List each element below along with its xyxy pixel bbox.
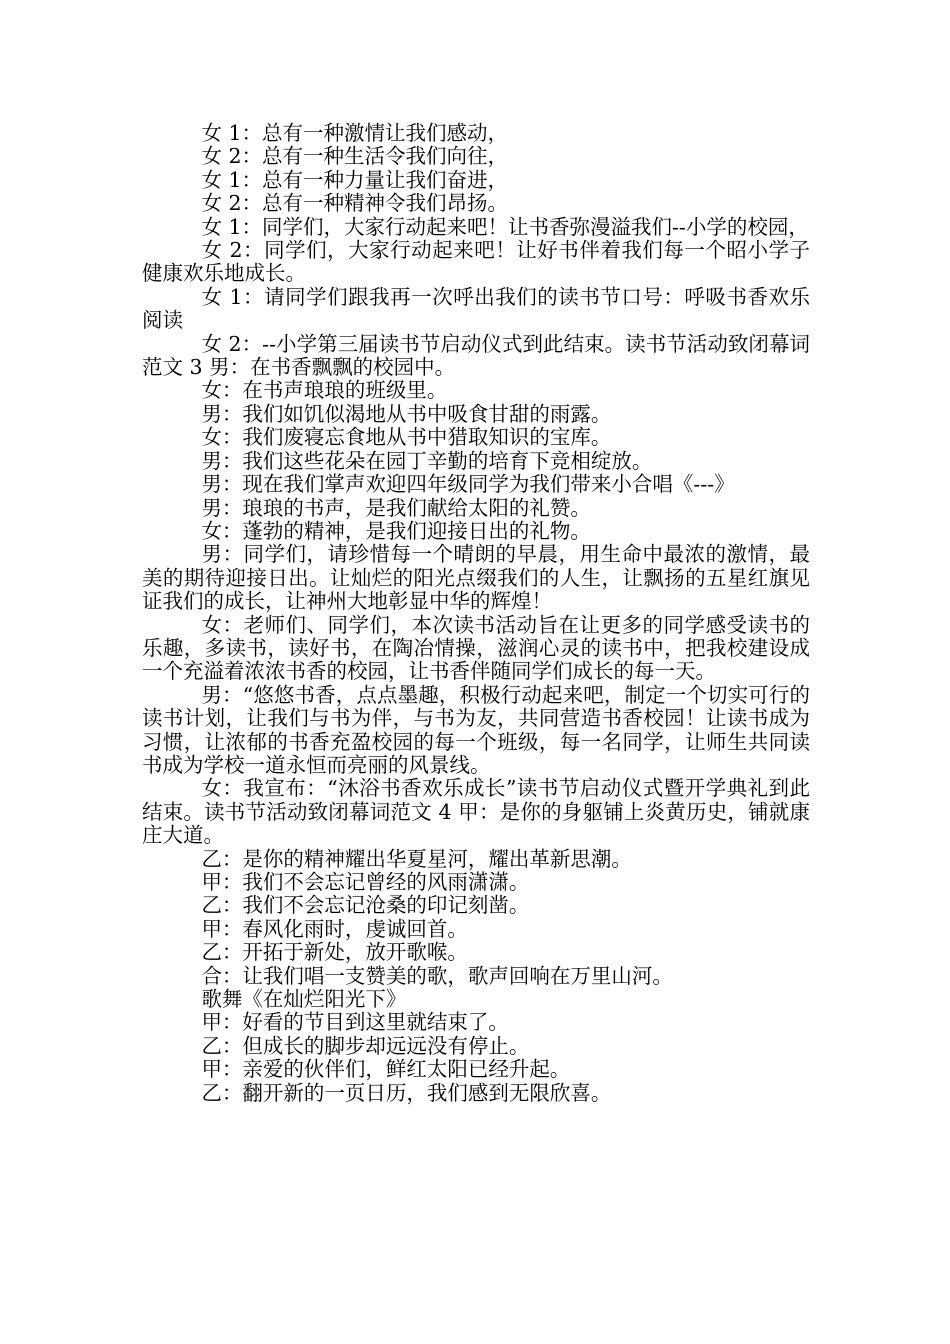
paragraph: 女 1：总有一种力量让我们奋进， (201, 167, 508, 192)
paragraph: 男：“悠悠书香，点点墨趣，积极行动起来吧，制定一个切实可行的读书计划，让我们与书为伴，与书为友，共同营造书香校园！让读书成为习惯，让浓郁的书香充盈校园的每一个班级，每一名同学，让师生共同读书成为学校一道永恒而亮丽的风景线。 (142, 682, 810, 777)
paragraph: 男：现在我们掌声欢迎四年级同学为我们带来小合唱《---》 (201, 472, 735, 497)
paragraph: 女：蓬勃的精神，是我们迎接日出的礼物。 (201, 518, 591, 543)
paragraph: 甲：亲爱的伙伴们，鲜红太阳已经升起。 (201, 1057, 571, 1082)
paragraph: 甲：我们不会忘记曾经的风雨潇潇。 (201, 870, 530, 894)
paragraph: 乙：翻开新的一页日历，我们感到无限欣喜。 (201, 1080, 612, 1105)
document-body (142, 122, 810, 1105)
paragraph: 甲：好看的节目到这里就结束了。 (201, 1010, 509, 1035)
paragraph: 女：老师们、同学们，本次读书活动旨在让更多的同学感受读书的乐趣，多读书，读好书，在陶冶情操，滋润心灵的读书中，把我校建设成一个充溢着浓浓书香的校园，让书香伴随同学们成长的每一天。 (142, 612, 810, 684)
paragraph: 合：让我们唱一支赞美的歌，歌声回响在万里山河。 (201, 963, 673, 988)
paragraph: 乙：是你的精神耀出华夏星河，耀出革新思潮。 (201, 846, 632, 871)
paragraph: 女 2：总有一种生活令我们向往， (201, 144, 508, 169)
paragraph: 乙：开拓于新处，放开歌喉。 (201, 940, 468, 965)
paragraph: 女：我宣布：“沐浴书香欢乐成长”读书节启动仪式暨开学典礼到此结束。读书节活动致闭幕词范文 4 甲：是你的身躯铺上炎黄历史，铺就康庄大道。 (142, 776, 810, 848)
paragraph: 男：同学们，请珍惜每一个晴朗的早晨，用生命中最浓的激情，最美的期待迎接日出。让灿烂的阳光点缀我们的人生，让飘扬的五星红旗见证我们的成长，让神州大地彰显中华的辉煌！ (142, 542, 810, 614)
paragraph: 歌舞《在灿烂阳光下》 (201, 987, 407, 1012)
paragraph: 女 1：请同学们跟我再一次呼出我们的读书节口号：呼吸书香欢乐阅读 (142, 284, 810, 333)
paragraph: 乙：但成长的脚步却远远没有停止。 (201, 1033, 530, 1058)
paragraph: 女 2：--小学第三届读书节启动仪式到此结束。读书节活动致闭幕词范文 3 男：在书香飘飘的校园中。 (142, 331, 810, 380)
paragraph: 女：我们废寝忘食地从书中猎取知识的宝库。 (201, 425, 612, 450)
paragraph: 乙：我们不会忘记沧桑的印记刻凿。 (201, 893, 530, 918)
paragraph: 男：我们这些花朵在园丁辛勤的培育下竞相绽放。 (201, 448, 653, 473)
paragraph: 男：我们如饥似渴地从书中吸食甘甜的雨露。 (201, 401, 612, 426)
paragraph: 女：在书声琅琅的班级里。 (201, 378, 448, 403)
paragraph: 甲：春风化雨时，虔诚回首。 (201, 916, 468, 941)
paragraph: 男：琅琅的书声，是我们献给太阳的礼赞。 (201, 495, 591, 520)
paragraph: 女 2：同学们，大家行动起来吧！让好书伴着我们每一个昭小学子健康欢乐地成长。 (142, 238, 810, 286)
paragraph: 女 2：总有一种精神令我们昂扬。 (201, 191, 508, 216)
paragraph: 女 1：总有一种激情让我们感动， (201, 121, 508, 145)
paragraph: 女 1：同学们，大家行动起来吧！让书香弥漫溢我们--小学的校园， (201, 214, 809, 239)
